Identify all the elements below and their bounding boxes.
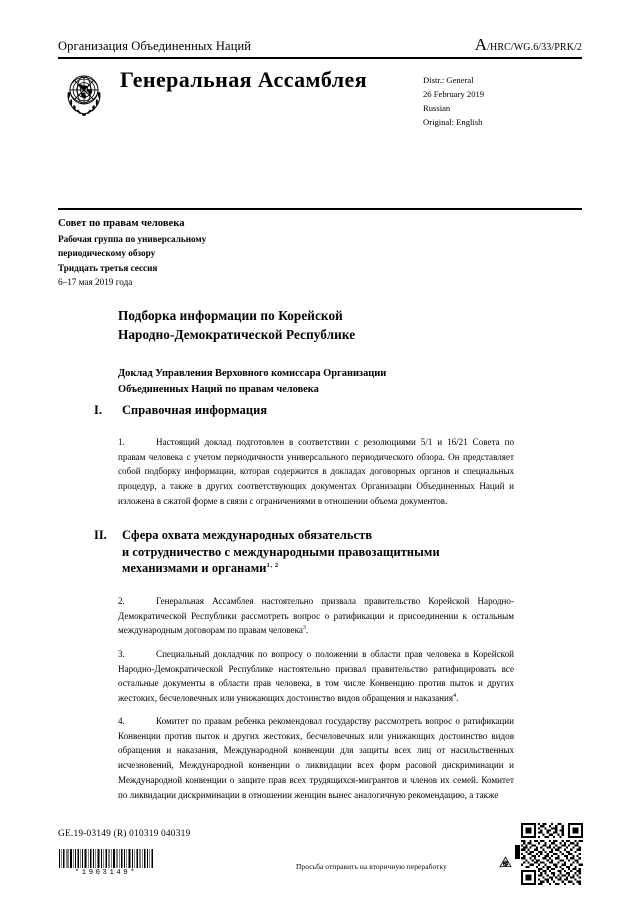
section-heading-2 bbox=[94, 527, 558, 577]
distr-language: Russian bbox=[423, 102, 451, 113]
paragraph-2-number: 2. bbox=[118, 596, 125, 606]
section-2-title-line-2: и сотрудничество с международными правозащитными bbox=[122, 544, 440, 559]
document-subtitle-line-2: Объединенных Наций по правам человека bbox=[118, 383, 319, 395]
document-symbol bbox=[475, 36, 582, 54]
document-title bbox=[118, 307, 518, 344]
paragraph-3 bbox=[118, 647, 514, 706]
document-title-line-2: Народно-Демократической Республике bbox=[118, 326, 356, 342]
recycle-note: Просьба отправить на вторичную переработку bbox=[296, 862, 447, 871]
general-assembly-block bbox=[58, 64, 582, 118]
document-symbol-rest: /HRC/WG.6/33/PRK/2 bbox=[487, 42, 582, 53]
paragraph-1 bbox=[118, 435, 514, 509]
section-2-title bbox=[122, 527, 440, 577]
session-dates: 6–17 мая 2019 года bbox=[58, 277, 133, 288]
paragraph-1-text: Настоящий доклад подготовлен в соответствии с резолюциями 5/1 и 16/21 Совета по правам человека с учетом периодичности универсального периодического обзора. Он представляет собой подборку информации, которая содержится в докладах договорных органов и специальных процедур, а также в других соответствующих документах Организации Объединенных Наций и изложена в сжатой форме в связи с ограничениями в отношении объема документов. bbox=[118, 437, 514, 506]
masthead-divider bbox=[58, 57, 582, 59]
paragraph-2-text: Генеральная Ассамблея настоятельно призвала правительство Корейской Народно-Демократической Республики рассмотреть вопрос о ратификации и присоединении к остальным международным договорам по правам человека bbox=[118, 596, 514, 636]
document-subtitle-line-1: Доклад Управления Верховного комиссара Организации bbox=[118, 368, 387, 380]
section-2-footnote-markers: 1, 2 bbox=[266, 562, 279, 570]
section-1-number: I. bbox=[94, 403, 102, 417]
document-subtitle bbox=[118, 366, 518, 396]
distr-date: 26 February 2019 bbox=[423, 88, 485, 99]
un-emblem-icon bbox=[58, 66, 110, 118]
session-number: Тридцать третья сессия bbox=[58, 262, 158, 273]
council-name: Совет по правам человека bbox=[58, 218, 185, 229]
section-2-title-line-3 bbox=[122, 560, 440, 577]
section-1-title: Справочная информация bbox=[122, 403, 268, 417]
paragraph-2-tail: . bbox=[305, 625, 309, 636]
distr-original: Original: English bbox=[423, 116, 483, 127]
barcode-icon bbox=[58, 849, 154, 868]
section-2-title-line-3-text: механизмами и органами bbox=[122, 561, 267, 576]
paragraph-3-number: 3. bbox=[118, 649, 125, 659]
working-group-line-1: Рабочая группа по универсальному bbox=[58, 233, 207, 244]
paragraph-4-text: Комитет по правам ребенка рекомендовал государству рассмотреть вопрос о ратификации Конвенции против пыток и других жестоких, бесчеловечных или унижающих достоинство видов обращения и наказания, Международной конвенции для защиты всех лиц от насильственных исчезновений, Международной конвенции о ликвидации всех форм расовой дискриминации и Международной конвенции о защите прав всех трудящихся-мигрантов и членов их семей. Комитет по ликвидации дискриминации в отношении женщин вынес аналогичную рекомендацию, а также bbox=[118, 716, 514, 800]
general-assembly-title: Генеральная Ассамблея bbox=[120, 67, 367, 92]
paragraph-3-tail: . bbox=[456, 693, 459, 704]
barcode-number: *1903149* bbox=[74, 869, 138, 877]
paragraph-4 bbox=[118, 714, 514, 802]
qr-code-icon bbox=[521, 823, 583, 885]
footer-document-code: GE.19-03149 (R) 010319 040319 bbox=[58, 829, 191, 839]
title-block bbox=[118, 307, 518, 397]
distribution-block bbox=[423, 74, 484, 130]
organ-session-block bbox=[58, 216, 206, 290]
section-heading-1 bbox=[94, 402, 558, 419]
document-symbol-prefix: A bbox=[474, 35, 488, 54]
organization-name: Организация Объединенных Наций bbox=[58, 39, 252, 54]
paragraph-2-footnote: 3 bbox=[302, 624, 306, 632]
paragraph-2 bbox=[118, 594, 514, 638]
document-title-line-1: Подборка информации по Корейской bbox=[118, 308, 343, 323]
qr-code-edge-mark bbox=[515, 845, 520, 859]
working-group-line-2: периодическому обзору bbox=[58, 248, 156, 259]
paragraph-3-footnote: 4 bbox=[453, 692, 457, 700]
section-2-number: II. bbox=[94, 528, 107, 542]
recycling-symbol-icon bbox=[497, 855, 514, 872]
distr-line: Distr.: General bbox=[423, 75, 474, 85]
paragraph-4-number: 4. bbox=[118, 716, 125, 726]
paragraph-1-number: 1. bbox=[118, 437, 125, 447]
section-2-title-line-1: Сфера охвата международных обязательств bbox=[122, 528, 373, 542]
header-body-divider bbox=[58, 208, 582, 210]
paragraph-3-text: Специальный докладчик по вопросу о положении в области прав человека в Корейской Народно-Демократической Республике настоятельно призвал правительство ратифицировать все остальные документы в области прав человека, в том числе Конвенцию против пыток и других жестоких, бесчеловечных или унижающих достоинство видов обращения и наказания bbox=[118, 649, 514, 704]
masthead bbox=[58, 36, 582, 54]
